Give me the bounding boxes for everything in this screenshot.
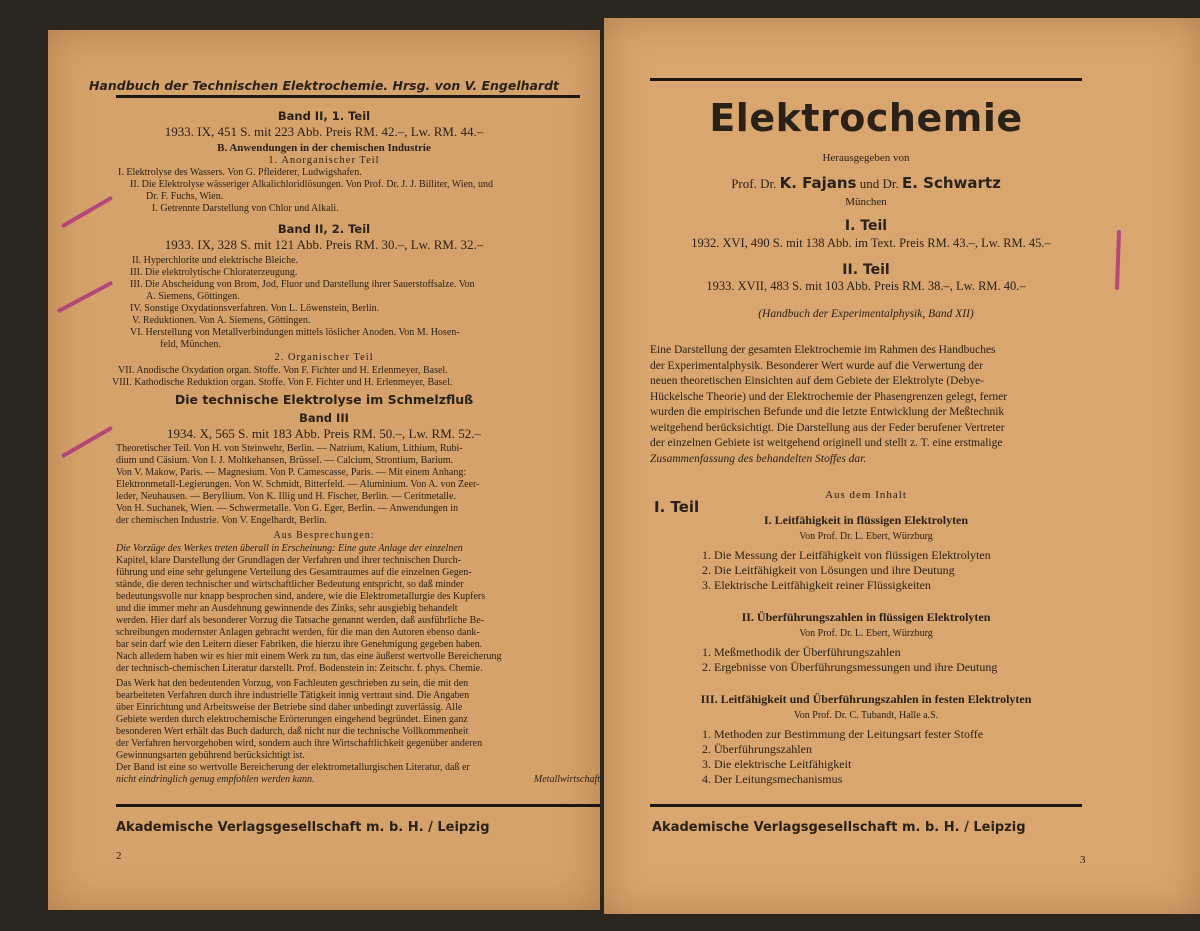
section-3-item: 3. Die elektrische Leitfähigkeit xyxy=(702,757,852,771)
review-line: Das Werk hat den bedeutenden Vorzug, von Fachleuten geschrieben zu sein, die mit den xyxy=(116,678,469,689)
review-line: Gewinnungsarten gebührend berücksichtigt ist. xyxy=(116,750,305,761)
description-line: Hückelsche Theorie) und der Elektrochemie der Phasengrenzen gelegt, ferner xyxy=(650,390,1008,403)
band-3-line: Elektronmetall-Legierungen. Von W. Schmidt, Bitterfeld. — Aluminium. Von A. von Zeer- xyxy=(116,479,480,490)
review-2 xyxy=(116,678,600,786)
section-1-item: 2. Die Leitfähigkeit von Lösungen und ihre Deutung xyxy=(702,563,955,577)
band-2-2-item: IV. Sonstige Oxydationsverfahren. Von L. Löwenstein, Berlin. xyxy=(130,303,380,314)
section-2-title: II. Überführungszahlen in flüssigen Elektrolyten xyxy=(741,610,991,624)
band-2-2-item: VIII. Kathodische Reduktion organ. Stoffe. Von F. Fichter und H. Erlenmeyer, Basel. xyxy=(112,377,453,388)
review-line: nicht eindringlich genug empfohlen werden kann. xyxy=(116,774,315,785)
editors xyxy=(650,174,1082,192)
header-rule xyxy=(116,95,580,98)
review-2-source: Metallwirtschaft xyxy=(533,774,600,785)
section-2-item: 2. Ergebnisse von Überführungsmessungen und ihre Deutung xyxy=(702,660,998,674)
review-line: bar sein darf wie den Leitern dieser Fabriken, die hierzu ihre Genehmigung gegeben haben. xyxy=(116,639,483,650)
band-3-heading: Die technische Elektrolyse im Schmelzfluß xyxy=(174,392,474,407)
part-2-title: II. Teil xyxy=(842,262,890,278)
review-line: bearbeiteten Verfahren durch ihre industrielle Tätigkeit innig vertraut sind. Die Angaben xyxy=(116,690,470,701)
review-line: über Einrichtung und Arbeitsweise der Betriebe sind daher unbedingt zuverlässig. Alle xyxy=(116,702,463,713)
contents-part-label: I. Teil xyxy=(654,498,700,516)
band-2-2-item: feld, München. xyxy=(160,339,221,350)
section-1-item: 3. Elektrische Leitfähigkeit reiner Flüssigkeiten xyxy=(702,578,931,592)
series-note: (Handbuch der Experimentalphysik, Band XII) xyxy=(758,308,974,320)
page-number: 2 xyxy=(116,850,122,862)
review-line: schreibungen modernster Anlagen gebracht werden, für die man den Autoren ebenso dank- xyxy=(116,627,480,638)
band-3-line: Von H. Suchanek, Wien. — Schwermetalle. Von G. Eger, Berlin. — Anwendungen in xyxy=(116,503,459,514)
description-line: Eine Darstellung der gesamten Elektrochemie im Rahmen des Handbuches xyxy=(650,344,996,356)
band-3-line: Theoretischer Teil. Von H. von Steinwehr, Berlin. — Natrium, Kalium, Lithium, Rubi- xyxy=(116,443,463,454)
footer-rule xyxy=(116,804,600,807)
band-3-line: leder, Neuhausen. — Beryllium. Von K. Illig und H. Fischer, Berlin. — Ceritmetalle. xyxy=(116,491,456,502)
part-1-title: I. Teil xyxy=(844,218,888,234)
review-line: bedeutungsvolle nur knapp besprochen sind, andere, wie die Elektrometallurgie des Kupfers xyxy=(116,591,486,602)
description-line: der einzelnen Gebiete ist weitgehend originell und stellt z. T. eine erstmalige xyxy=(650,437,1003,449)
band-2-2-section: 2. Organischer Teil xyxy=(274,352,374,363)
reviews-title: Aus Besprechungen: xyxy=(273,530,375,541)
description-line: der Experimentalphysik. Besonderer Wert wurde auf die Verwertung der xyxy=(650,359,983,372)
description-line: wurden die empirischen Befunde und die letzte Entwicklung der Meßtechnik xyxy=(650,406,1005,418)
footer-rule xyxy=(650,804,1082,807)
section-2-author: Von Prof. Dr. L. Ebert, Würzburg xyxy=(799,628,933,639)
editor-2: E. Schwartz xyxy=(901,174,1001,192)
section-1-author: Von Prof. Dr. L. Ebert, Würzburg xyxy=(799,531,933,542)
band-2-1-item: I. Getrennte Darstellung von Chlor und Alkali. xyxy=(152,203,339,214)
section-2-item: 1. Meßmethodik der Überführungszahlen xyxy=(702,645,901,659)
band-2-2-item: A. Siemens, Göttingen. xyxy=(146,291,240,302)
band-2-1-title: Band II, 1. Teil xyxy=(277,109,371,123)
review-line: stände, die deren technischer und wirtschaftlicher Bedeutung entspricht, so daß minder xyxy=(116,579,464,590)
editors-middle: und Dr. xyxy=(859,176,899,191)
section-3-item: 1. Methoden zur Bestimmung der Leitungsart fester Stoffe xyxy=(702,727,984,741)
band-2-2-title: Band II, 2. Teil xyxy=(277,222,371,236)
band-2-2-item: III. Die elektrolytische Chloraterzeugung. xyxy=(130,267,298,278)
section-1-title: I. Leitfähigkeit in flüssigen Elektrolyten xyxy=(763,513,969,527)
band-2-1-item: Dr. F. Fuchs, Wien. xyxy=(146,191,224,202)
band-2-2-item: II. Hyperchlorite und elektrische Bleiche. xyxy=(132,255,299,266)
band-2-2-item: III. Die Abscheidung von Brom, Jod, Fluor und Darstellung ihrer Sauerstoffsalze. Von xyxy=(130,279,475,290)
review-1 xyxy=(116,543,600,675)
band-2-2-item: V. Reduktionen. Von A. Siemens, Göttingen. xyxy=(132,315,311,326)
section-3-item: 4. Der Leitungsmechanismus xyxy=(702,772,843,786)
description-line: neuen theoretischen Einsichten auf dem Gebiete der Elektrolyte (Debye- xyxy=(650,375,984,387)
band-3-price: 1934. X, 565 S. mit 183 Abb. Preis RM. 50.–, Lw. RM. 52.– xyxy=(166,426,482,441)
review-line: führung und eine sehr gelungene Verteilung des Gesamtraumes auf die einzelnen Gegen- xyxy=(116,567,472,578)
part-1-price: 1932. XVI, 490 S. mit 138 Abb. im Text. Preis RM. 43.–, Lw. RM. 45.– xyxy=(691,236,1051,250)
band-3-line: der chemischen Industrie. Von V. Engelhardt, Berlin. xyxy=(116,515,327,526)
left-page xyxy=(48,30,600,910)
city: München xyxy=(845,196,887,208)
editors-prefix: Prof. Dr. xyxy=(731,176,777,191)
section-3-item: 2. Überführungszahlen xyxy=(702,742,812,756)
description-line: Zusammenfassung des behandelten Stoffes dar. xyxy=(650,452,867,465)
review-line: Nach alledem haben wir es hier mit einem Werk zu tun, das eine äußerst wertvolle Bereicherung xyxy=(116,651,502,662)
band-2-1-section: 1. Anorganischer Teil xyxy=(268,155,380,166)
description xyxy=(650,343,1090,467)
band-2-1-subtitle: B. Anwendungen in der chemischen Industrie xyxy=(217,142,431,154)
review-line: Der Band ist eine so wertvolle Bereicherung der elektrometallurgischen Literatur, daß er xyxy=(116,762,470,773)
pencil-mark xyxy=(1115,230,1121,290)
review-line: der technisch-chemischen Literatur darstellt. Prof. Bodenstein in: Zeitschr. f. phys. Chemie. xyxy=(116,663,483,674)
pencil-mark xyxy=(57,281,114,314)
right-page xyxy=(604,18,1200,914)
edited-by: Herausgegeben von xyxy=(822,152,910,164)
band-2-2-item: VII. Anodische Oxydation organ. Stoffe. Von F. Fichter und H. Erlenmeyer, Basel. xyxy=(118,365,448,376)
review-line: Gebiete werden durch elektrochemische Erörterungen eingehend begründet. Einen ganz xyxy=(116,714,468,725)
band-2-2-price: 1933. IX, 328 S. mit 121 Abb. Preis RM. 30.–, Lw. RM. 32.– xyxy=(164,237,484,252)
band-2-1-item: I. Elektrolyse des Wassers. Von G. Pfleiderer, Ludwigshafen. xyxy=(118,167,362,178)
top-rule xyxy=(650,78,1082,81)
band-2-1-price: 1933. IX, 451 S. mit 223 Abb. Preis RM. 42.–, Lw. RM. 44.– xyxy=(164,124,484,139)
review-line: Die Vorzüge des Werkes treten überall in Erscheinung: Eine gute Anlage der einzelnen xyxy=(116,543,463,554)
band-3-line: Von V. Makow, Paris. — Magnesium. Von P. Camescasse, Paris. — Mit einem Anhang: xyxy=(116,467,467,478)
review-line: werden. Hier darf als besonderer Vorzug die Tatsache genannt werden, daß ausführliche Be- xyxy=(116,615,485,626)
series-header: Handbuch der Technischen Elektrochemie. Hrsg. von V. Engelhardt xyxy=(88,78,560,93)
description-line: weitgehend berücksichtigt. Die Darstellung aus der Feder berufener Vertreter xyxy=(650,421,1005,434)
part-2-price: 1933. XVII, 483 S. mit 103 Abb. Preis RM. 38.–, Lw. RM. 40.– xyxy=(706,279,1026,293)
band-3-line: dium und Cäsium. Von I. J. Moltkehansen, Brüssel. — Calcium, Strontium, Barium. xyxy=(116,455,454,466)
section-3-author: Von Prof. Dr. C. Tubandt, Halle a.S. xyxy=(793,710,939,721)
section-3-title: III. Leitfähigkeit und Überführungszahlen in festen Elektrolyten xyxy=(700,692,1032,706)
review-line: und die immer mehr an Ausdehnung gewinnende des Zinks, sehr ausgiebig behandelt xyxy=(116,603,458,614)
editor-1: K. Fajans xyxy=(779,174,857,192)
review-line: besonderen Wert erhält das Buch dadurch, daß nicht nur die technische Vollkommenheit xyxy=(116,726,469,737)
publisher: Akademische Verlagsgesellschaft m. b. H. / Leipzig xyxy=(116,820,490,835)
section-1-item: 1. Die Messung der Leitfähigkeit von flüssigen Elektrolyten xyxy=(702,548,991,562)
review-line: Kapitel, klare Darstellung der Grundlagen der Verfahren und ihrer technischen Durch- xyxy=(116,555,461,566)
page-number: 3 xyxy=(1080,854,1086,866)
contents-title: Aus dem Inhalt xyxy=(825,489,907,501)
band-3-title: Band III xyxy=(299,411,349,425)
band-2-1-item: II. Die Elektrolyse wässeriger Alkalichloridlösungen. Von Prof. Dr. J. J. Billiter, Wien, und xyxy=(130,179,494,190)
band-2-2-item: VI. Herstellung von Metallverbindungen mittels löslicher Anoden. Von M. Hosen- xyxy=(130,327,460,338)
review-line: der Verfahren hervorgehoben wird, sondern auch ihre Wirtschaftlichkeit gegenüber anderen xyxy=(116,738,483,749)
publisher: Akademische Verlagsgesellschaft m. b. H. / Leipzig xyxy=(652,820,1026,835)
book-title: Elektrochemie xyxy=(709,96,1023,140)
